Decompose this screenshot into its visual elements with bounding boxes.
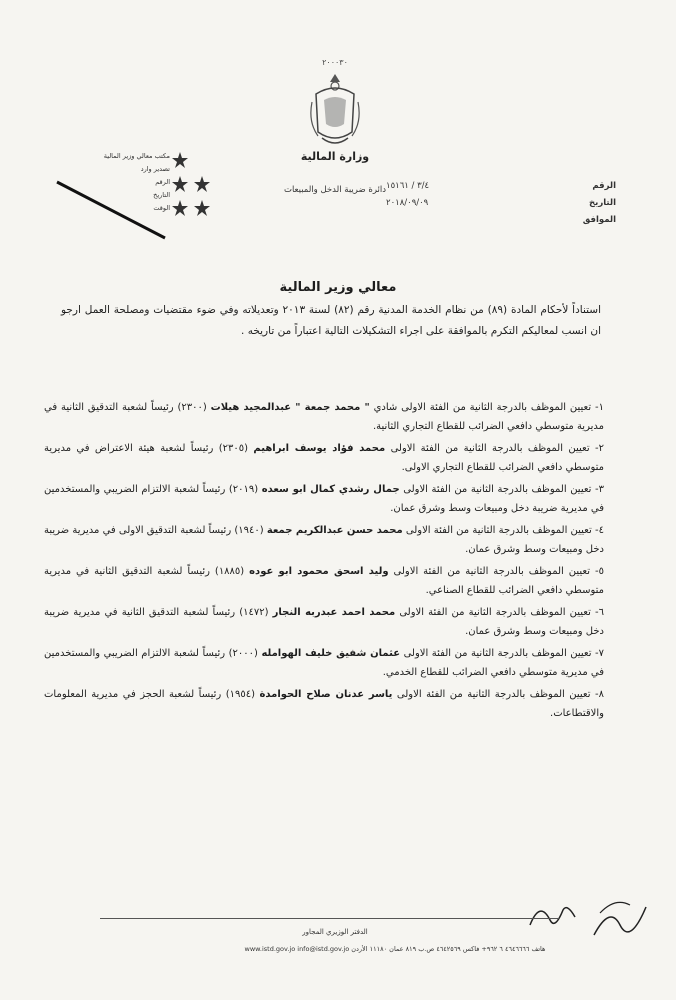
stamp-line: تصدير وارد: [140, 165, 170, 173]
stamp-line: مكتب معالي وزير المالية: [103, 152, 170, 160]
footer-address: الدفتر الوزيري المجاور: [302, 928, 368, 936]
stamp-line: الوقت: [153, 204, 170, 212]
jordan-coat-of-arms-icon: [308, 72, 362, 152]
list-item: ٢- تعيين الموظف بالدرجة الثانية من الفئة الاولى محمد فؤاد يوسف ابراهيم (٢٣٠٥) رئيساً لشعبة هيئة الاعتراض في مديرية متوسطي دافعي الضرائب للقطاع التجاري الاولى.: [44, 443, 605, 473]
list-item: ٤- تعيين الموظف بالدرجة الثانية من الفئة الاولى محمد حسن عبدالكريم جمعة (١٩٤٠) رئيساً لشعبة التدقيق الاولى في مديرية ضريبة دخل ومبيعات وسط وشرق عمان.: [44, 525, 604, 555]
reference-block: [386, 178, 616, 229]
appointments-list: [44, 398, 604, 726]
ministry-name: وزارة المالية: [300, 150, 370, 163]
intro-paragraph: استناداً لأحكام المادة (٨٩) من نظام الخدمة المدنية رقم (٨٢) لسنة ٢٠١٣ وتعديلاته وفي ضوء مقتضيات ومصلحة العمل ارجو ان انسب لمعاليكم التكرم بالموافقة على اجراء التشكيلات التالية اعتباراً من تاريخه .: [61, 304, 602, 337]
date-value: ٢٠١٨/٠٩/٠٩: [386, 198, 429, 208]
top-reference-mark: ٢٠٠٠٣٠: [322, 58, 348, 67]
date-row: [386, 195, 616, 212]
footer-divider: [100, 918, 560, 919]
footer-contact: هاتف ٤٦٤٦٦٦٦ ٦ ٩٦٢+ فاكس ٤٦٤٢٥٦٩ ص.ب ٨١٩ عمان ١١١٨٠ الأردن www.istd.gov.jo info@istd.gov.jo: [244, 945, 546, 953]
stamp-line: الرقم: [155, 178, 170, 186]
list-item: ١- تعيين الموظف بالدرجة الثانية من الفئة الاولى شادي " محمد جمعة " عبدالمجيد هيلات (٢٣٠٠) رئيساً لشعبة التدقيق الثانية في مديرية متوسطي دافعي الضرائب للقطاع التجاري الثانية.: [44, 402, 604, 432]
signature-mark: [590, 895, 650, 945]
corresponding-label: الموافق: [582, 215, 616, 225]
signature-mark: [525, 895, 585, 935]
reference-number-row: [386, 178, 616, 195]
list-item: ٧- تعيين الموظف بالدرجة الثانية من الفئة الاولى عثمان شفيق خليف الهوامله (٢٠٠٠) رئيساً لشعبة الالتزام الضريبي والمستخدمين في مديرية متوسطي دافعي الضرائب للقطاع الخدمي.: [44, 648, 605, 678]
stamp-slash-mark: [55, 180, 195, 240]
list-item: ٨- تعيين الموظف بالدرجة الثانية من الفئة الاولى ياسر عدنان صلاح الحوامدة (١٩٥٤) رئيساً لشعبة الحجز في مديرية المعلومات والاقتطاعات.: [44, 689, 604, 719]
list-item: ٥- تعيين الموظف بالدرجة الثانية من الفئة الاولى وليد اسحق محمود ابو عوده (١٨٨٥) رئيساً لشعبة التدقيق الثانية في مديرية متوسطي دافعي الضرائب للقطاع الصناعي.: [44, 566, 604, 596]
list-item: ٣- تعيين الموظف بالدرجة الثانية من الفئة الاولى جمال رشدي كمال ابو سعده (٢٠١٩) رئيساً لشعبة الالتزام الضريبي والمستخدمين في مديرية ضريبة دخل ومبيعات وسط وشرق عمان.: [44, 484, 605, 514]
stamp-line: التاريخ: [153, 191, 170, 199]
department-name: دائرة ضريبة الدخل والمبيعات: [283, 185, 387, 195]
reference-number-label: الرقم: [592, 181, 616, 191]
corresponding-row: [386, 212, 616, 229]
salutation: معالي وزير المالية: [279, 280, 397, 295]
reference-number-value: ٣/٤ / ١٥١٦١: [386, 181, 430, 191]
date-label: التاريخ: [589, 198, 616, 208]
list-item: ٦- تعيين الموظف بالدرجة الثانية من الفئة الاولى محمد احمد عبدربه النجار (١٤٧٢) رئيساً لشعبة التدقيق الثانية في مديرية ضريبة دخل ومبيعات وسط وشرق عمان.: [44, 607, 604, 637]
